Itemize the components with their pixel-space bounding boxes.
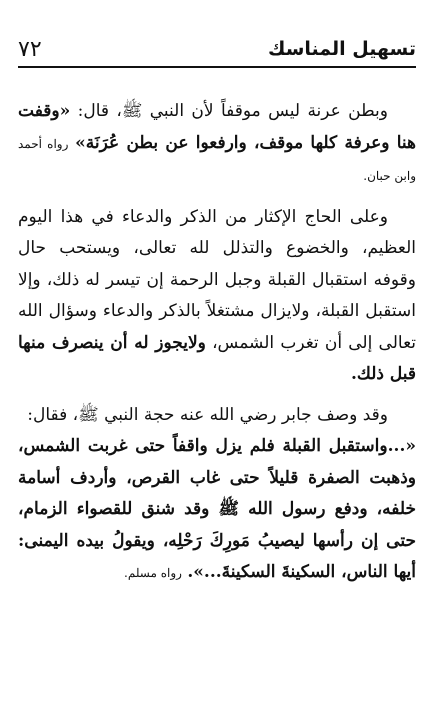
paragraph-hadith-jabir bbox=[18, 431, 416, 590]
running-title: تسهيل المناسك bbox=[268, 38, 416, 60]
hadith-reference: رواه مسلم. bbox=[124, 566, 182, 580]
paragraph-text: وعلى الحاج الإكثار من الذكر والدعاء في هذا اليوم العظيم، والخضوع والتذلل لله تعالى، ويستحب حال وقوفه استقبال القبلة وجبل الرحمة إن تيسر له ذلك، وإلا استقبل القبلة، ولايزال مشتغلاً بالذكر والدعاء وسؤال الله تعالى إلى أن تغرب الشمس، bbox=[18, 206, 417, 353]
paragraph-dhikr-dua bbox=[18, 202, 416, 391]
paragraph-jabir bbox=[18, 400, 416, 432]
page-body bbox=[18, 96, 416, 590]
paragraph-text: وقد وصف جابر رضي الله عنه حجة النبي ﷺ، فقال: bbox=[27, 404, 388, 425]
hadith-reference: رواه أحمد وابن حبان. bbox=[18, 136, 416, 183]
header-divider bbox=[18, 66, 416, 68]
paragraph-gap bbox=[18, 193, 416, 202]
ruling-text: ولايجوز له أن ينصرف منها قبل ذلك. bbox=[18, 332, 416, 384]
paragraph-gap bbox=[18, 391, 416, 400]
hadith-quote: «...واستقبل القبلة فلم يزل واقفاً حتى غربت الشمس، وذهبت الصفرة قليلاً حتى غاب القرص، وأردف أسامة خلفه، ودفع رسول الله ﷺ وقد شنق للقصواء الزمام، حتى إن رأسها ليصيبُ مَورِكَ رَحْلِه، ويقولُ بيده اليمنى: أيها الناس، السكينةَ السكينةَ...». bbox=[18, 436, 416, 582]
hadith-quote: «وقفت هنا وعرفة كلها موقف، وارفعوا عن بطن عُرَنَة» bbox=[18, 101, 416, 153]
paragraph-text: وبطن عرنة ليس موقفاً لأن النبي ﷺ، قال: bbox=[77, 101, 388, 121]
page-number: ٧٢ bbox=[18, 37, 42, 62]
paragraph-batn-uranah bbox=[18, 96, 416, 193]
page-header bbox=[18, 18, 416, 64]
